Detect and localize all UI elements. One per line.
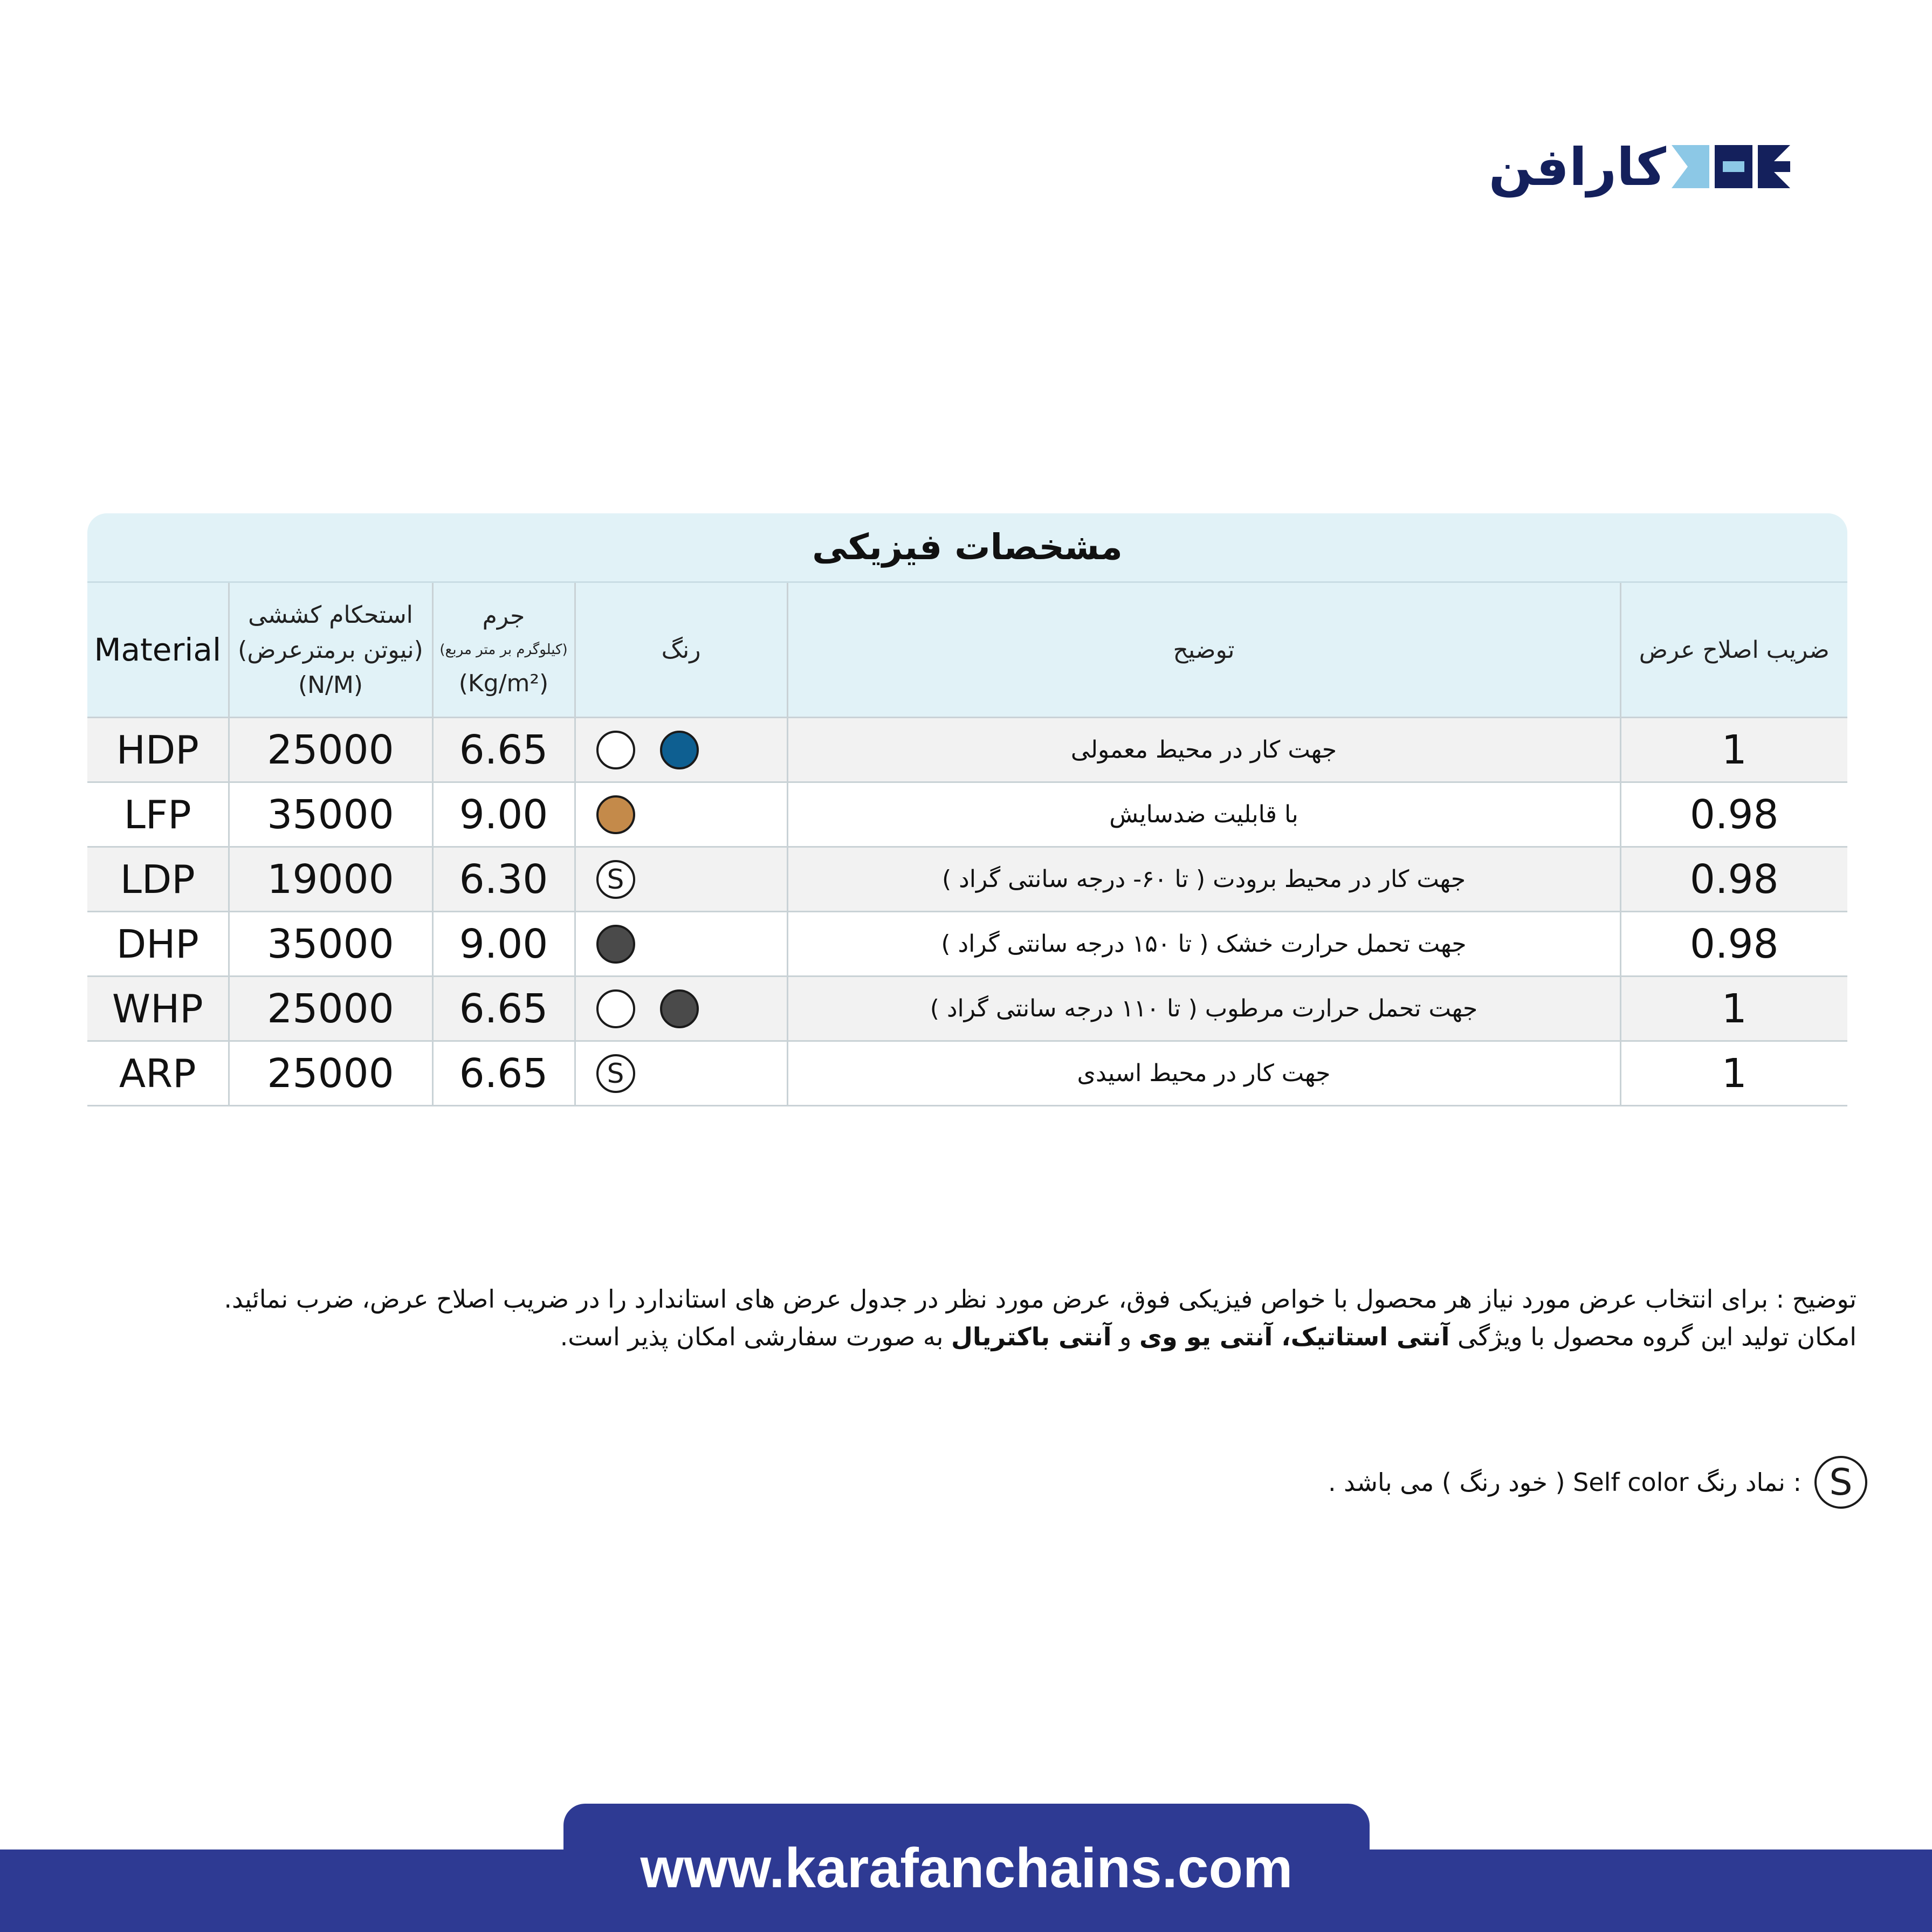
header-factor: ضریب اصلاح عرض <box>1620 583 1847 718</box>
mass-cell: 6.65 <box>432 977 575 1041</box>
material-cell: DHP <box>87 912 229 977</box>
table-row <box>87 912 1847 977</box>
color-cell <box>575 718 787 782</box>
mass-cell: 6.65 <box>432 1041 575 1106</box>
mass-cell: 6.30 <box>432 847 575 912</box>
brand-logo-mark <box>1672 145 1790 188</box>
table-row <box>87 977 1847 1041</box>
description-cell: با قابلیت ضدسایش <box>787 782 1620 847</box>
color-cell <box>575 912 787 977</box>
color-swatch <box>596 989 635 1028</box>
color-cell <box>575 782 787 847</box>
mass-cell: 9.00 <box>432 912 575 977</box>
description-cell: جهت تحمل حرارت مرطوب ( تا ۱۱۰ درجه سانتی گراد ) <box>787 977 1620 1041</box>
tensile-cell: 25000 <box>229 718 432 782</box>
width-factor-cell: 1 <box>1620 718 1847 782</box>
table-row <box>87 782 1847 847</box>
note-line-2: امکان تولید این گروه محصول با ویژگی آنتی استاتیک، آنتی یو وی و آنتی باکتریال به صورت سفارشی امکان پذیر است. <box>560 1322 1857 1351</box>
website-link[interactable]: www.karafanchains.com <box>640 1837 1293 1900</box>
self-color-icon: S <box>596 1054 635 1093</box>
self-color-icon: S <box>596 860 635 899</box>
width-factor-cell: 0.98 <box>1620 782 1847 847</box>
table-row <box>87 718 1847 782</box>
header-mass: جرم (کیلوگرم بر متر مربع) (Kg/m²) <box>432 583 575 718</box>
material-cell: LFP <box>87 782 229 847</box>
mass-cell: 9.00 <box>432 782 575 847</box>
material-cell: ARP <box>87 1041 229 1106</box>
table-row <box>87 847 1847 912</box>
tensile-cell: 35000 <box>229 912 432 977</box>
tensile-cell: 25000 <box>229 977 432 1041</box>
color-swatch <box>660 989 699 1028</box>
color-swatch <box>596 731 635 769</box>
table-row <box>87 1041 1847 1106</box>
tensile-cell: 35000 <box>229 782 432 847</box>
width-factor-cell: 1 <box>1620 1041 1847 1106</box>
mass-cell: 6.65 <box>432 718 575 782</box>
description-cell: جهت تحمل حرارت خشک ( تا ۱۵۰ درجه سانتی گراد ) <box>787 912 1620 977</box>
material-cell: HDP <box>87 718 229 782</box>
header-tensile: استحکام کششی (نیوتن برمترعرض) (N/M) <box>229 583 432 718</box>
color-cell <box>575 977 787 1041</box>
color-swatch <box>660 731 699 769</box>
note-line-1: توضیح : برای انتخاب عرض مورد نیاز هر محصول با خواص فیزیکی فوق، عرض مورد نظر در جدول عرض های استاندارد را در ضریب اصلاح عرض، ضرب نمائید. <box>224 1284 1857 1314</box>
color-swatch <box>596 925 635 964</box>
description-cell: جهت کار در محیط معمولی <box>787 718 1620 782</box>
material-cell: LDP <box>87 847 229 912</box>
legend-text: : نماد رنگ Self color ( خود رنگ ) می باشد . <box>1328 1468 1802 1497</box>
width-factor-cell: 0.98 <box>1620 912 1847 977</box>
table-header-row <box>87 583 1847 718</box>
header-description: توضیح <box>787 583 1620 718</box>
self-color-icon: S <box>1814 1456 1867 1509</box>
self-color-legend <box>1328 1456 1867 1509</box>
description-cell: جهت کار در محیط اسیدی <box>787 1041 1620 1106</box>
table-title: مشخصات فیزیکی <box>87 513 1847 583</box>
tensile-cell: 19000 <box>229 847 432 912</box>
color-cell <box>575 1041 787 1106</box>
width-factor-cell: 1 <box>1620 977 1847 1041</box>
tensile-cell: 25000 <box>229 1041 432 1106</box>
header-color: رنگ <box>575 583 787 718</box>
physical-specs-table <box>87 513 1847 1106</box>
brand-logo-text: کارافن <box>1488 137 1666 197</box>
brand-logo <box>1467 137 1801 197</box>
header-material: Material <box>87 583 229 718</box>
material-cell: WHP <box>87 977 229 1041</box>
color-swatch <box>596 795 635 834</box>
width-factor-cell: 0.98 <box>1620 847 1847 912</box>
description-cell: جهت کار در محیط برودت ( تا ۶۰- درجه سانتی گراد ) <box>787 847 1620 912</box>
color-cell <box>575 847 787 912</box>
